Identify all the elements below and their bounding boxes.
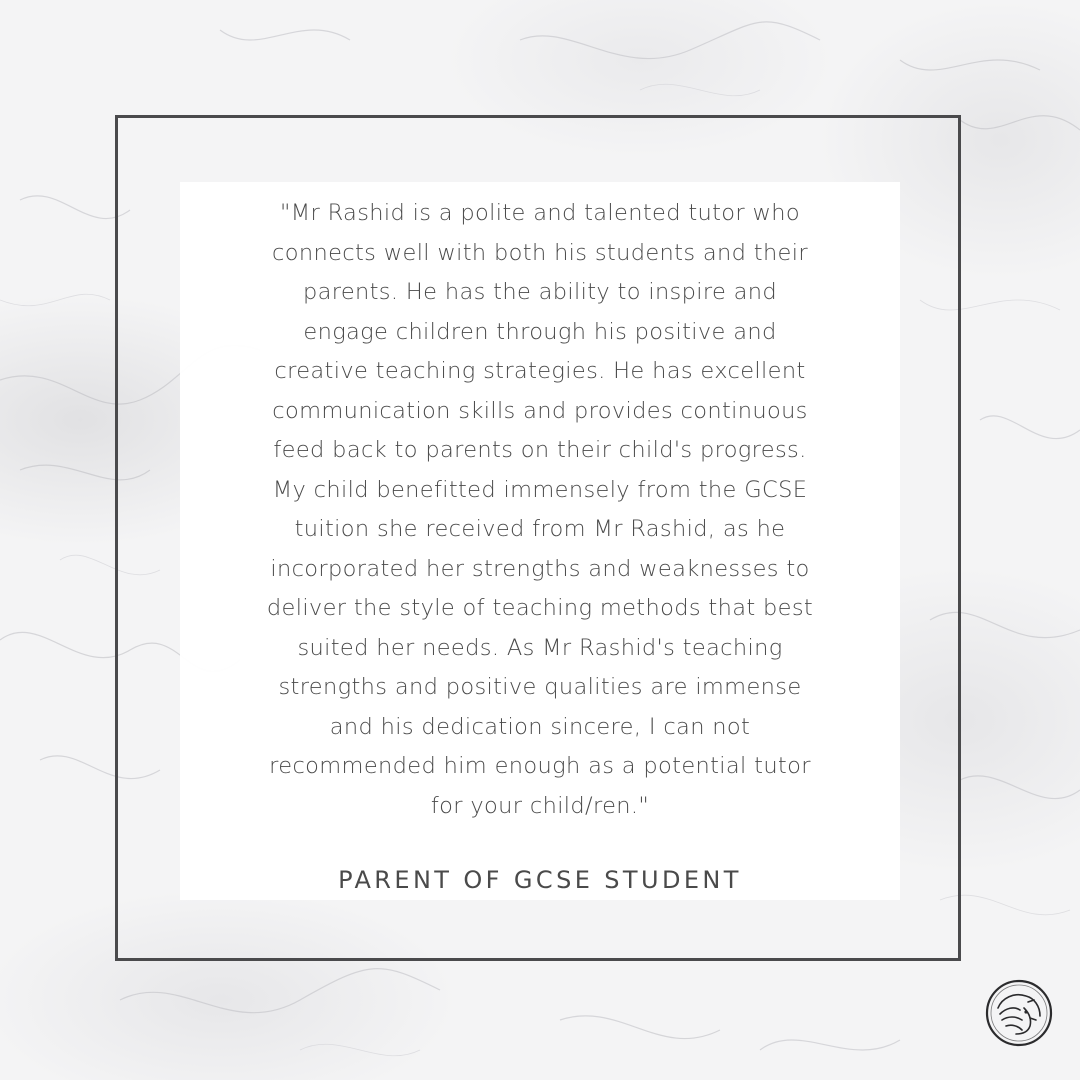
- quote-line: communication skills and provides continuous: [272, 397, 808, 424]
- quote-line: deliver the style of teaching methods that best: [266, 595, 814, 621]
- tiger-head-icon: [984, 978, 1054, 1048]
- quote-line: strengths and positive qualities are immense: [278, 674, 802, 700]
- quote-line: feed back to parents on their child's progress.: [273, 437, 807, 463]
- quote-line: "Mr Rashid is a polite and talented tutor who: [280, 200, 800, 226]
- quote-line: suited her needs. As Mr Rashid's teaching: [297, 634, 783, 661]
- quote-line: engage children through his positive and: [303, 318, 777, 345]
- quote-line: connects well with both his students and their: [272, 239, 808, 266]
- testimonial-quote: [180, 194, 900, 826]
- quote-line: for your child/ren.": [430, 792, 650, 819]
- quote-line: creative teaching strategies. He has excellent: [274, 358, 806, 384]
- quote-line: tuition she received from Mr Rashid, as he: [294, 516, 786, 542]
- testimonial-author: PARENT OF GCSE STUDENT: [338, 866, 742, 894]
- testimonial-card: [180, 182, 900, 900]
- quote-line: My child benefitted immensely from the GCSE: [272, 476, 808, 503]
- quote-line: recommended him enough as a potential tutor: [269, 753, 811, 779]
- quote-line: parents. He has the ability to inspire and: [302, 279, 778, 305]
- quote-line: and his dedication sincere, I can not: [329, 713, 751, 740]
- quote-line: incorporated her strengths and weaknesses to: [270, 555, 810, 582]
